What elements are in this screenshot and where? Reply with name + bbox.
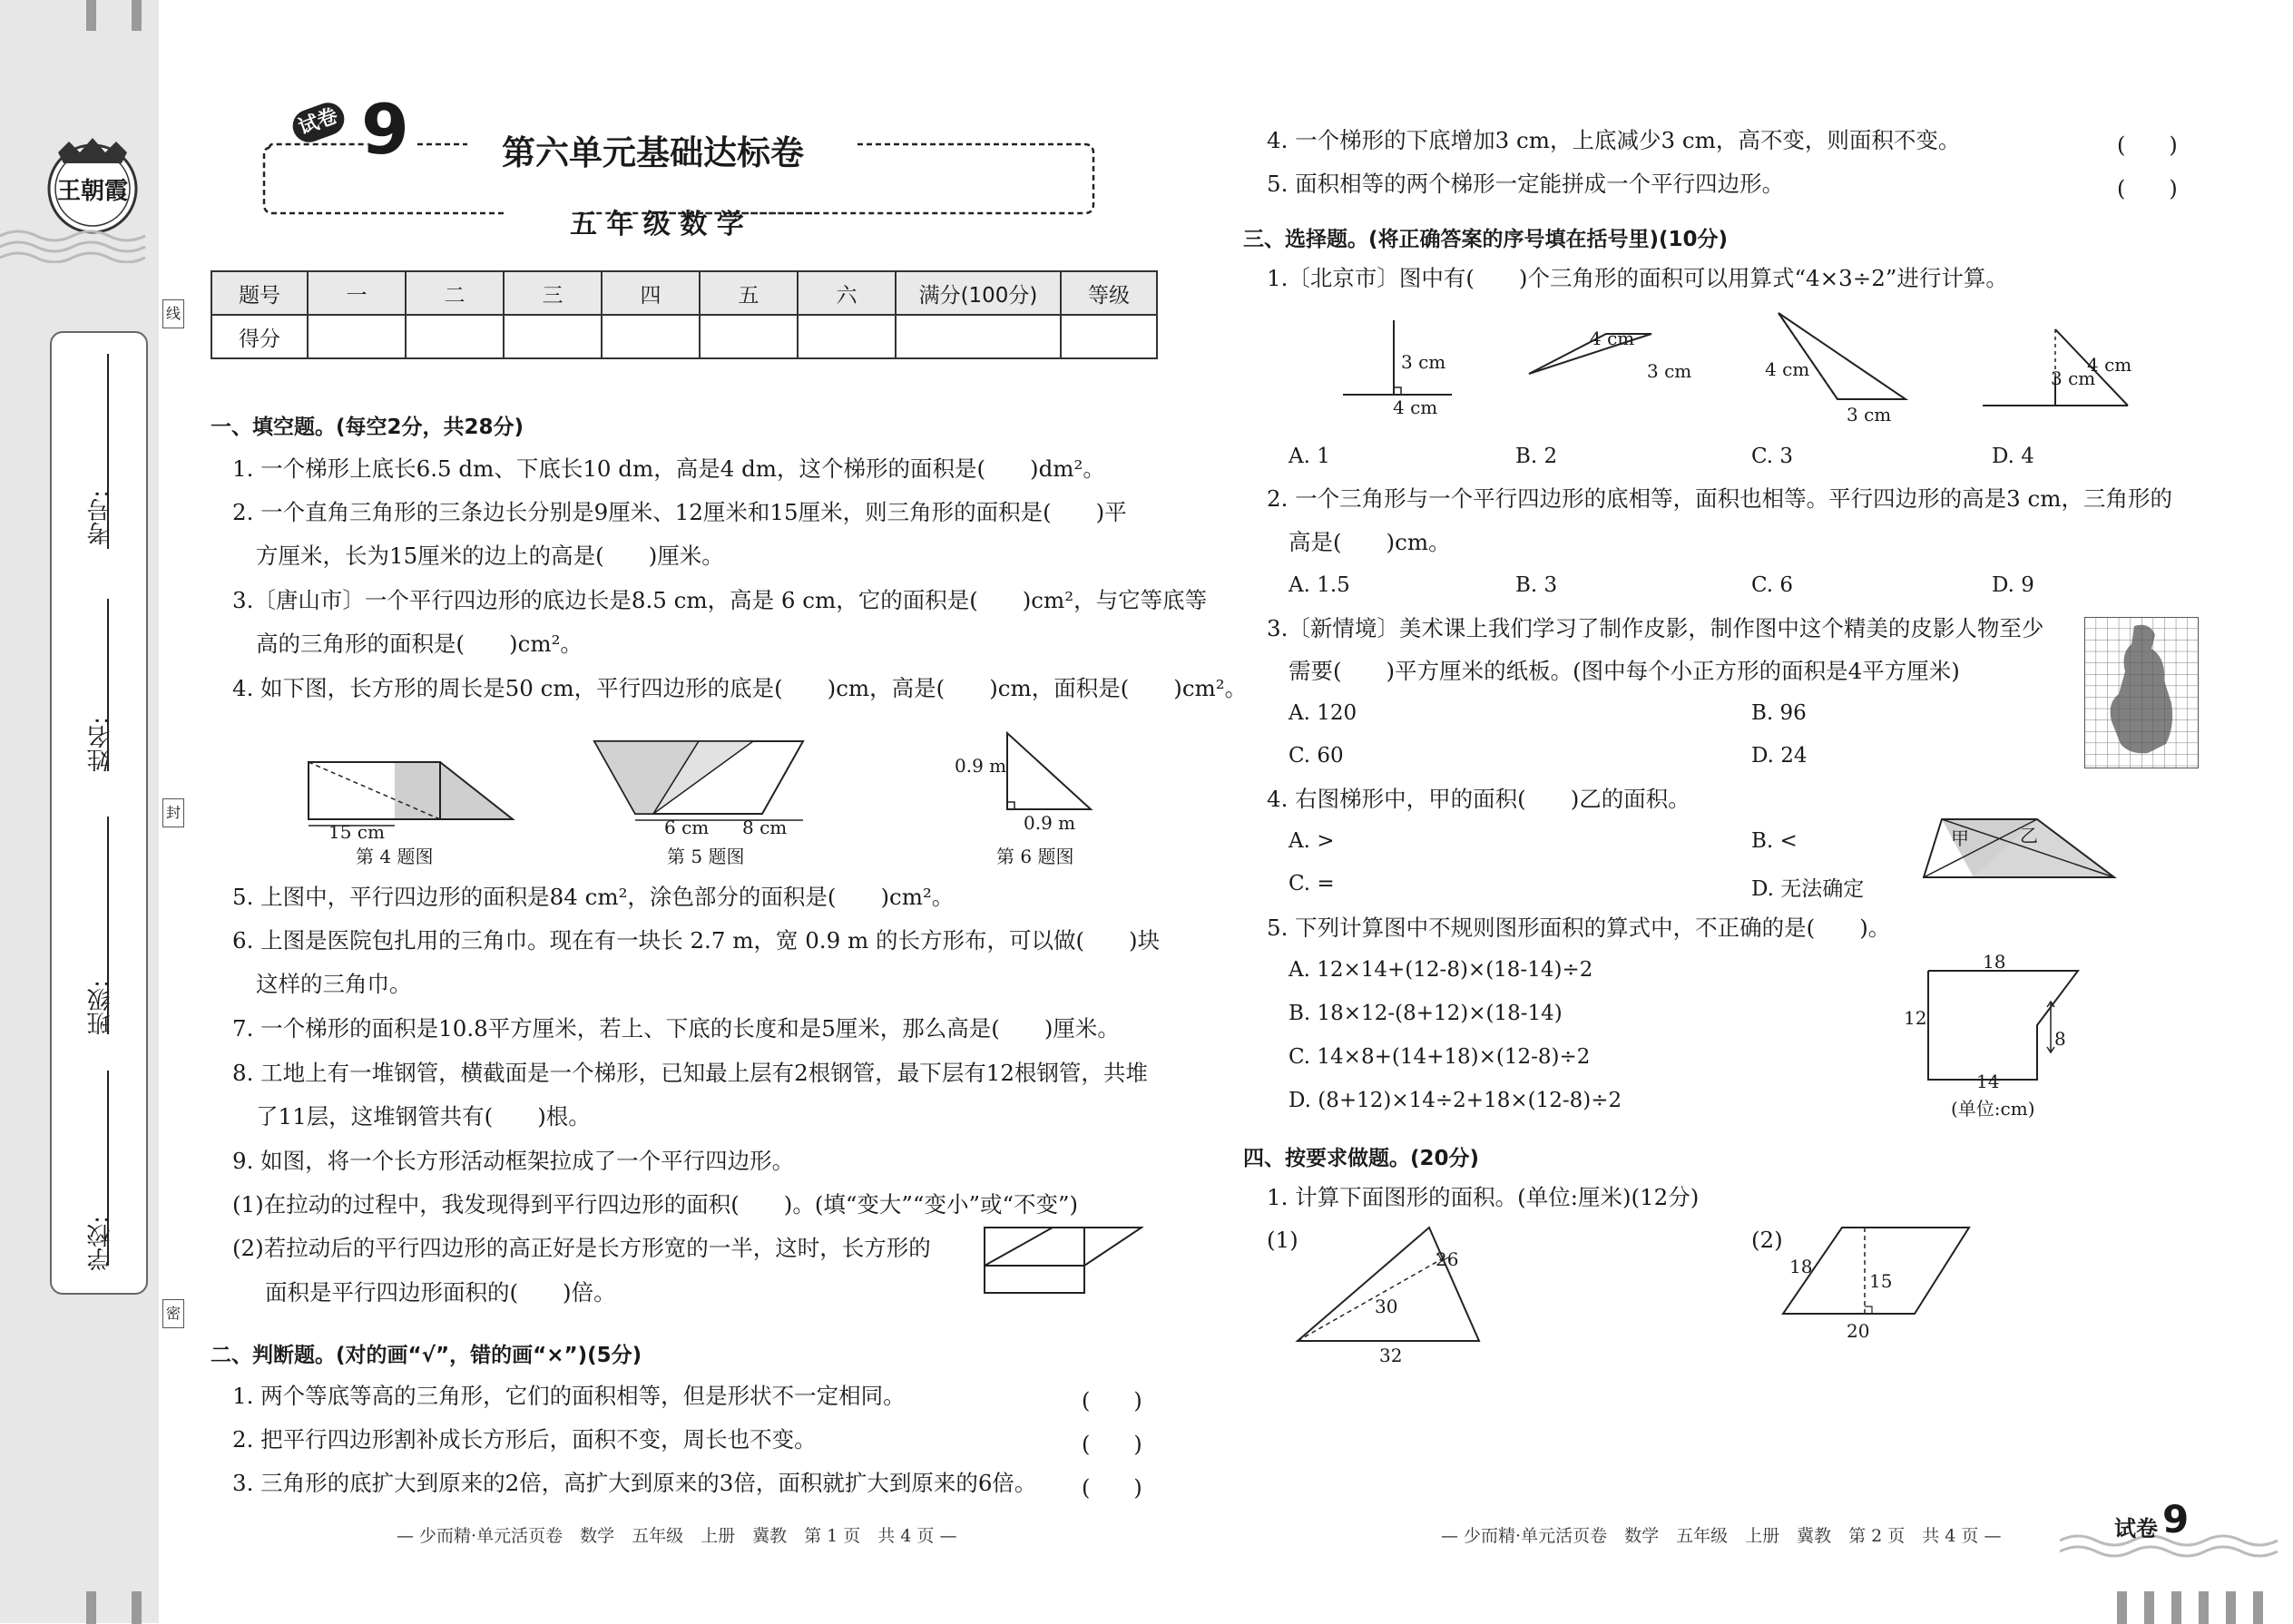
- question-line: 1. 一个梯形上底长6.5 dm、下底长10 dm，高是4 dm，这个梯形的面积是( )dm²。: [232, 455, 1105, 482]
- score-input-cell[interactable]: [700, 315, 798, 358]
- score-input-cell[interactable]: [1061, 315, 1157, 358]
- edge-bar: [132, 1591, 142, 1624]
- section-heading: 三、选择题。(将正确答案的序号填在括号里)(10分): [1243, 228, 1729, 251]
- option-a: A. 12×14+(12-8)×(18-14)÷2: [1289, 958, 1593, 982]
- table-cell: 题号: [211, 271, 308, 315]
- table-cell: 二: [406, 271, 504, 315]
- table-cell: 五: [700, 271, 798, 315]
- answer-blank[interactable]: ( ): [1082, 1388, 1142, 1414]
- question-line: 高的三角形的面积是( )cm²。: [256, 631, 583, 657]
- fig5-caption: 第 5 题图: [667, 846, 745, 867]
- score-input-cell[interactable]: [602, 315, 700, 358]
- option-c: C. 60: [1289, 744, 1344, 768]
- fig6-label-b: 0.9 m: [1024, 812, 1076, 834]
- exam-number-label: 考号:: [87, 490, 114, 545]
- question-line: 3.〔新情境〕美术课上我们学习了制作皮影，制作图中这个精美的皮影人物至少: [1267, 615, 2044, 641]
- student-info-card: [50, 331, 148, 1295]
- answer-blank[interactable]: ( ): [2117, 132, 2178, 158]
- edge-bar: [86, 0, 96, 31]
- answer-blank[interactable]: ( ): [2117, 176, 2178, 201]
- fig5-parallelogram: [590, 737, 817, 827]
- fig5-label-a: 6 cm: [664, 817, 710, 838]
- q4-trapezoid: [1919, 812, 2119, 885]
- option-c: C. 3: [1751, 445, 1794, 468]
- option-d: D. 24: [1751, 744, 1808, 768]
- binding-mark: 封: [162, 798, 184, 827]
- q1-label: 4 cm: [1765, 358, 1810, 380]
- table-cell: 六: [798, 271, 896, 315]
- answer-blank[interactable]: ( ): [1082, 1432, 1142, 1457]
- table-cell: 等级: [1061, 271, 1157, 315]
- option-a: A. >: [1289, 829, 1335, 853]
- page-title: 第六单元基础达标卷: [502, 133, 804, 172]
- q5-label: 14: [1976, 1071, 2000, 1092]
- fig1-label: 30: [1375, 1296, 1398, 1317]
- section-heading: 四、按要求做题。(20分): [1243, 1147, 1480, 1170]
- exam-number-field[interactable]: [107, 354, 109, 549]
- school-field[interactable]: [107, 1071, 109, 1266]
- fig6-label-a: 0.9 m: [955, 755, 1007, 777]
- edge-bar: [2226, 1591, 2236, 1624]
- table-cell: 四: [602, 271, 700, 315]
- fig6-caption: 第 6 题图: [996, 846, 1074, 867]
- score-table-header-row: [211, 271, 1157, 315]
- binding-mark: 密: [162, 1299, 184, 1328]
- question-line: 方厘米，长为15厘米的边上的高是( )厘米。: [256, 543, 724, 569]
- class-label: 班级:: [87, 980, 114, 1035]
- q1-label: 4 cm: [2087, 354, 2132, 376]
- option-d: D. 无法确定: [1751, 877, 1865, 901]
- school-label: 学校:: [87, 1216, 114, 1271]
- score-input-cell[interactable]: [896, 315, 1061, 358]
- question-line: 5. 上图中，平行四边形的面积是84 cm²，涂色部分的面积是( )cm²。: [232, 884, 955, 910]
- q5-unit: (单位:cm): [1951, 1098, 2035, 1120]
- question-line: 2. 一个直角三角形的三条边长分别是9厘米、12厘米和15厘米，则三角形的面积是( )平: [232, 499, 1127, 525]
- judge-item: 5. 面积相等的两个梯形一定能拼成一个平行四边形。: [1267, 171, 1785, 197]
- score-input-cell[interactable]: [308, 315, 406, 358]
- q5-label: 18: [1983, 951, 2006, 973]
- score-input-cell[interactable]: [798, 315, 896, 358]
- option-b: B. 18×12-(8+12)×(18-14): [1289, 1002, 1563, 1025]
- fig1-label: 32: [1379, 1345, 1403, 1366]
- question-line: 1.〔北京市〕图中有( )个三角形的面积可以用算式“4×3÷2”进行计算。: [1267, 265, 2008, 291]
- option-c: C. =: [1289, 872, 1335, 895]
- option-c: C. 14×8+(14+18)×(12-8)÷2: [1289, 1045, 1591, 1069]
- q1-label: 4 cm: [1590, 328, 1635, 349]
- question-line: 6. 上图是医院包扎用的三角巾。现在有一块长 2.7 m，宽 0.9 m 的长方形布，可以做( )块: [232, 927, 1161, 954]
- page-subtitle: 五 年 级 数 学: [570, 209, 744, 240]
- question-line: 高是( )cm。: [1289, 529, 1451, 555]
- option-d: D. (8+12)×14÷2+18×(12-8)÷2: [1289, 1089, 1622, 1112]
- option-a: A. 1: [1289, 445, 1330, 468]
- wave-decoration: [0, 227, 159, 263]
- paper-badge-label: 试卷: [295, 104, 341, 140]
- question-line: 8. 工地上有一堆钢管，横截面是一个梯形，已知最上层有2根钢管，最下层有12根钢管，共堆: [232, 1060, 1148, 1086]
- question-line: 2. 一个三角形与一个平行四边形的底相等，面积也相等。平行四边形的高是3 cm，三角形的: [1267, 485, 2172, 512]
- question-line: 3.〔唐山市〕一个平行四边形的底边长是8.5 cm，高是 6 cm，它的面积是( )cm²，与它等底等: [232, 587, 1208, 613]
- q5-label: 12: [1904, 1007, 1927, 1029]
- figure-tag: (2): [1751, 1227, 1783, 1253]
- fig1-triangle: [1293, 1223, 1493, 1350]
- fig5-label-b: 8 cm: [742, 817, 788, 838]
- judge-item: 1. 两个等底等高的三角形，它们的面积相等，但是形状不一定相同。: [232, 1383, 906, 1409]
- option-c: C. 6: [1751, 573, 1794, 597]
- question-line: 5. 下列计算图中不规则图形面积的算式中，不正确的是( )。: [1267, 915, 1891, 941]
- logo-text: 王朝霞: [56, 178, 128, 205]
- question-line: 需要( )平方厘米的纸板。(图中每个小正方形的面积是4平方厘米): [1289, 658, 1960, 684]
- option-a: A. 1.5: [1289, 573, 1350, 597]
- footer-badge-label: 试卷: [2114, 1516, 2158, 1541]
- question-line: 7. 一个梯形的面积是10.8平方厘米，若上、下底的长度和是5厘米，那么高是( )厘米。: [232, 1015, 1120, 1042]
- page-footer: — 少而精·单元活页卷 数学 五年级 上册 冀教 第 1 页 共 4 页 —: [397, 1526, 957, 1546]
- table-cell: 一: [308, 271, 406, 315]
- question-line: 这样的三角巾。: [256, 971, 412, 997]
- q1-label: 4 cm: [1393, 396, 1438, 418]
- question-line: (1)在拉动的过程中，我发现得到平行四边形的面积( )。(填“变大”“变小”或“不变”): [232, 1191, 1079, 1218]
- figure-tag: (1): [1267, 1227, 1298, 1253]
- q1-label: 3 cm: [1401, 351, 1446, 373]
- brand-logo: [38, 129, 147, 238]
- question-line: 9. 如图，将一个长方形活动框架拉成了一个平行四边形。: [232, 1148, 795, 1174]
- fig6-right-triangle: [998, 726, 1116, 817]
- question-line: 面积是平行四边形面积的( )倍。: [265, 1279, 616, 1306]
- table-cell: 三: [504, 271, 602, 315]
- fig2-label: 15: [1869, 1270, 1893, 1292]
- edge-bar: [2144, 1591, 2154, 1624]
- q5-irregular-shape: [1910, 962, 2082, 1089]
- fig4-caption: 第 4 题图: [356, 846, 434, 867]
- score-input-cell[interactable]: [406, 315, 504, 358]
- judge-item: 2. 把平行四边形割补成长方形后，面积不变，周长也不变。: [232, 1426, 817, 1453]
- q1-label: 3 cm: [1647, 360, 1692, 382]
- question-line: 1. 计算下面图形的面积。(单位:厘米)(12分): [1267, 1184, 1700, 1210]
- option-b: B. 2: [1515, 445, 1558, 468]
- class-field[interactable]: [107, 817, 109, 1034]
- score-input-cell[interactable]: [504, 315, 602, 358]
- fig9-rect-parallelogram: [980, 1225, 1143, 1297]
- question-line: 4. 右图梯形中，甲的面积( )乙的面积。: [1267, 786, 1690, 812]
- q1-label: 3 cm: [2051, 367, 2096, 389]
- name-label: 姓名:: [87, 717, 114, 772]
- table-cell: 满分(100分): [896, 271, 1061, 315]
- score-table: [211, 270, 1158, 359]
- footer-badge-number: 9: [2162, 1497, 2190, 1541]
- table-cell: 得分: [211, 315, 308, 358]
- option-b: B. <: [1751, 829, 1798, 853]
- fig2-label: 20: [1847, 1320, 1870, 1342]
- judge-item: 3. 三角形的底扩大到原来的2倍，高扩大到原来的3倍，面积就扩大到原来的6倍。: [232, 1470, 1037, 1496]
- shadow-puppet-grid: [2084, 617, 2199, 768]
- edge-bar: [132, 0, 142, 31]
- answer-blank[interactable]: ( ): [1082, 1475, 1142, 1501]
- judge-item: 4. 一个梯形的下底增加3 cm，上底减少3 cm，高不变，则面积不变。: [1267, 127, 1961, 153]
- edge-bar: [86, 1591, 96, 1624]
- page-footer: — 少而精·单元活页卷 数学 五年级 上册 冀教 第 2 页 共 4 页 —: [1441, 1526, 2002, 1546]
- option-b: B. 3: [1515, 573, 1558, 597]
- section-heading: 一、填空题。(每空2分，共28分): [211, 416, 524, 439]
- q5-label: 8: [2054, 1028, 2066, 1050]
- fig1-label: 26: [1436, 1248, 1459, 1270]
- paper-number: 9: [361, 89, 409, 170]
- question-line: 4. 如下图，长方形的周长是50 cm，平行四边形的底是( )cm，高是( )cm，面积是( )cm²。: [232, 675, 1248, 701]
- binding-mark: 线: [162, 299, 184, 328]
- section-heading: 二、判断题。(对的画“√”，错的画“×”)(5分): [211, 1344, 642, 1367]
- q4-label-yi: 乙: [2020, 825, 2038, 846]
- q4-label-jia: 甲: [1951, 827, 1969, 849]
- option-d: D. 4: [1992, 445, 2034, 468]
- fig2-label: 18: [1789, 1256, 1813, 1277]
- edge-bar: [2253, 1591, 2263, 1624]
- q1-label: 3 cm: [1847, 404, 1892, 426]
- name-field[interactable]: [107, 599, 109, 771]
- edge-bar: [2199, 1591, 2209, 1624]
- option-b: B. 96: [1751, 701, 1807, 725]
- fig4-rect-parallelogram: [304, 739, 522, 830]
- option-a: A. 120: [1289, 701, 1357, 725]
- fig4-label: 15 cm: [328, 821, 385, 843]
- edge-bar: [2171, 1591, 2181, 1624]
- score-table-score-row: [211, 315, 1157, 358]
- question-line: 了11层，这堆钢管共有( )根。: [256, 1103, 591, 1130]
- option-d: D. 9: [1992, 573, 2034, 597]
- question-line: (2)若拉动后的平行四边形的高正好是长方形宽的一半，这时，长方形的: [232, 1235, 931, 1261]
- edge-bar: [2117, 1591, 2127, 1624]
